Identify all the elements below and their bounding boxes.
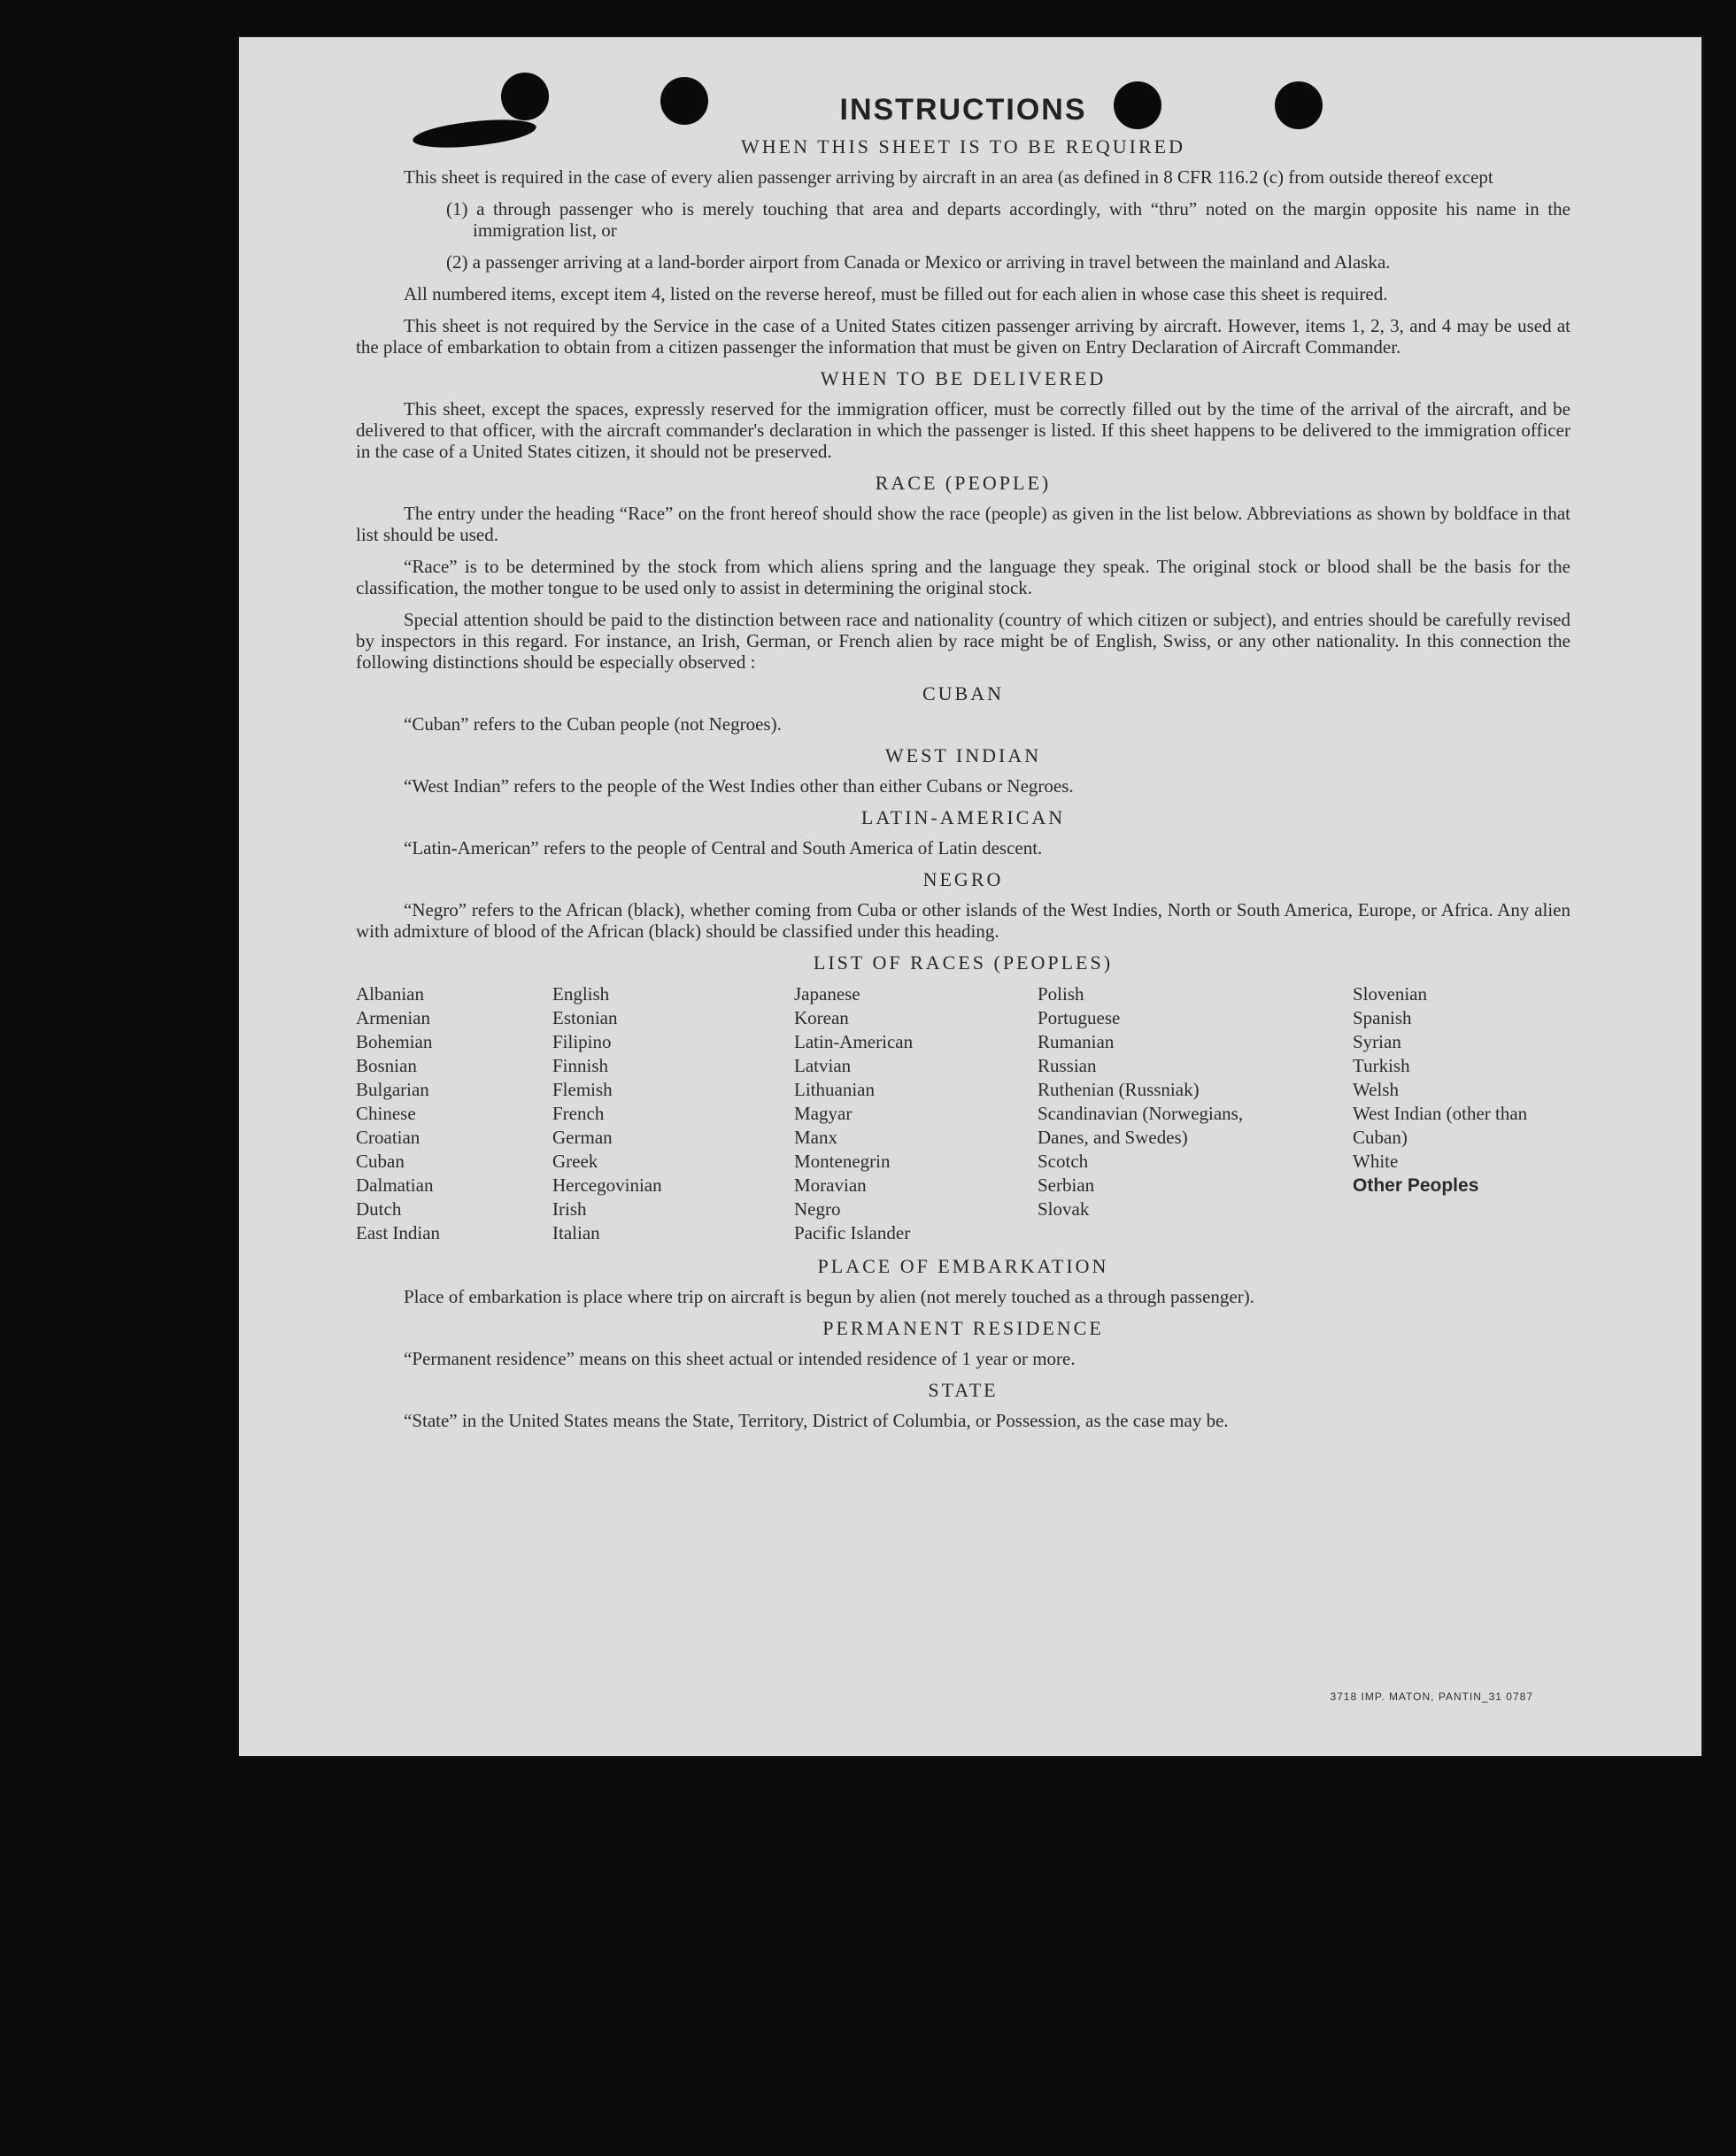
race-entry: Estonian <box>552 1007 618 1028</box>
paragraph: The entry under the heading “Race” on the front hereof should show the race (people) as given in the list below. Abbreviations as shown by boldface in that list should be used. <box>356 503 1570 545</box>
race-entry: Slovenian <box>1353 983 1427 1005</box>
race-entry: Albanian <box>356 983 424 1005</box>
race-entry: Manx <box>794 1127 837 1148</box>
race-entry: Magyar <box>794 1103 853 1124</box>
race-entry: Moravian <box>794 1174 867 1196</box>
document-content <box>356 92 1570 1442</box>
section-heading: PLACE OF EMBARKATION <box>817 1255 1109 1277</box>
race-entry: Pacific Islander <box>794 1222 911 1244</box>
race-entry: Turkish <box>1353 1055 1410 1076</box>
race-column <box>552 982 794 1245</box>
race-entry: Welsh <box>1353 1079 1399 1100</box>
race-entry: Scandinavian (Norwegians, Danes, and Swedes) <box>1038 1103 1244 1148</box>
race-entry: Finnish <box>552 1055 609 1076</box>
race-entry: Other Peoples <box>1353 1175 1479 1196</box>
race-column <box>356 982 552 1245</box>
paragraph: “Latin-American” refers to the people of Central and South America of Latin descent. <box>404 837 1043 859</box>
printer-imprint: 3718 IMP. MATON, PANTIN_31 0787 <box>1330 1690 1533 1703</box>
paragraph: “Negro” refers to the African (black), whether coming from Cuba or other islands of the West Indies, North or South America, Europe, or Africa. Any alien with admixture of blood of the African (black) should be classified under this heading. <box>356 899 1570 942</box>
race-entry: German <box>552 1127 613 1148</box>
race-column <box>1353 982 1570 1245</box>
race-entry: Negro <box>794 1198 841 1220</box>
race-entry: Lithuanian <box>794 1079 875 1100</box>
race-entry: Rumanian <box>1038 1031 1115 1052</box>
paragraph: This sheet is not required by the Service in the case of a United States citizen passenger arriving by aircraft. However, items 1, 2, 3, and 4 may be used at the place of embarkation to obtain from a citizen passenger the information that must be given on Entry Declaration of Aircraft Commander. <box>356 315 1570 358</box>
race-entry: Italian <box>552 1222 600 1244</box>
document-title: INSTRUCTIONS <box>839 93 1087 127</box>
section-heading: WEST INDIAN <box>884 744 1042 766</box>
race-entry: Dalmatian <box>356 1174 434 1196</box>
race-entry: Armenian <box>356 1007 430 1028</box>
race-entry: Korean <box>794 1007 849 1028</box>
race-list <box>356 982 1570 1245</box>
race-entry: Scotch <box>1038 1151 1089 1172</box>
paragraph: “West Indian” refers to the people of the West Indies other than either Cubans or Negroes. <box>404 775 1074 797</box>
race-entry: English <box>552 983 610 1005</box>
race-entry: Bohemian <box>356 1031 433 1052</box>
paragraph: “State” in the United States means the State, Territory, District of Columbia, or Possession, as the case may be. <box>404 1410 1229 1431</box>
race-entry: West Indian (other than Cuban) <box>1353 1103 1528 1148</box>
race-entry: Hercegovinian <box>552 1174 662 1196</box>
paragraph: Place of embarkation is place where trip on aircraft is begun by alien (not merely touched as a through passenger). <box>404 1286 1254 1307</box>
race-entry: Greek <box>552 1151 598 1172</box>
section-heading: LIST OF RACES (PEOPLES) <box>813 951 1114 974</box>
race-entry: Montenegrin <box>794 1151 891 1172</box>
paragraph: “Permanent residence” means on this sheet actual or intended residence of 1 year or more. <box>404 1348 1076 1369</box>
race-entry: Russian <box>1038 1055 1097 1076</box>
race-entry: Bosnian <box>356 1055 417 1076</box>
race-entry: Bulgarian <box>356 1079 429 1100</box>
race-entry: Ruthenian (Russniak) <box>1038 1079 1200 1100</box>
section-heading: WHEN THIS SHEET IS TO BE REQUIRED <box>741 135 1185 158</box>
paragraph: Special attention should be paid to the distinction between race and nationality (country of which citizen or subject), and entries should be carefully revised by inspectors in this regard. For instance, an Irish, German, or French alien by race might be of English, Swiss, or any other nationality. In this connection the following distinctions should be especially observed : <box>356 609 1570 673</box>
section-heading: STATE <box>928 1379 999 1401</box>
race-entry: Portuguese <box>1038 1007 1121 1028</box>
race-entry: Cuban <box>356 1151 405 1172</box>
paragraph: All numbered items, except item 4, listed on the reverse hereof, must be filled out for each alien in whose case this sheet is required. <box>404 283 1388 304</box>
section-heading: PERMANENT RESIDENCE <box>822 1317 1104 1339</box>
race-column <box>794 982 1038 1245</box>
race-entry: Latin-American <box>794 1031 914 1052</box>
race-entry: Latvian <box>794 1055 852 1076</box>
section-heading: CUBAN <box>922 682 1004 705</box>
paragraph: “Cuban” refers to the Cuban people (not Negroes). <box>404 713 782 735</box>
race-entry: Japanese <box>794 983 860 1005</box>
paragraph: “Race” is to be determined by the stock from which aliens spring and the language they speak. The original stock or blood shall be the basis for the classification, the mother tongue to be used only to assist in determining the original stock. <box>356 556 1570 598</box>
race-column <box>1038 982 1353 1245</box>
race-entry: Irish <box>552 1198 587 1220</box>
section-heading: LATIN-AMERICAN <box>860 806 1066 828</box>
list-item: (2) a passenger arriving at a land-border airport from Canada or Mexico or arriving in travel between the mainland and Alaska. <box>446 251 1391 273</box>
race-entry: Spanish <box>1353 1007 1412 1028</box>
race-entry: Serbian <box>1038 1174 1095 1196</box>
race-entry: Croatian <box>356 1127 420 1148</box>
race-entry: White <box>1353 1151 1399 1172</box>
race-entry: Polish <box>1038 983 1084 1005</box>
document-page <box>239 37 1701 1756</box>
race-entry: Flemish <box>552 1079 613 1100</box>
race-entry: Dutch <box>356 1198 402 1220</box>
race-entry: Slovak <box>1038 1198 1090 1220</box>
race-entry: Syrian <box>1353 1031 1401 1052</box>
section-heading: RACE (PEOPLE) <box>875 472 1052 494</box>
race-entry: Chinese <box>356 1103 416 1124</box>
section-heading: NEGRO <box>922 868 1004 890</box>
paragraph: This sheet, except the spaces, expressly reserved for the immigration officer, must be correctly filled out by the time of the arrival of the aircraft, and be delivered to that officer, with the aircraft commander's declaration in which the passenger is listed. If this sheet happens to be delivered to the immigration officer in the case of a United States citizen, it should not be preserved. <box>356 398 1570 462</box>
race-entry: Filipino <box>552 1031 612 1052</box>
paragraph: This sheet is required in the case of every alien passenger arriving by aircraft in an area (as defined in 8 CFR 116.2 (c) from outside thereof except <box>404 166 1493 188</box>
list-item: (1) a through passenger who is merely touching that area and departs accordingly, with “thru” noted on the margin opposite his name in the immigration list, or <box>446 198 1570 241</box>
race-entry: East Indian <box>356 1222 441 1244</box>
section-heading: WHEN TO BE DELIVERED <box>820 367 1107 389</box>
race-entry: French <box>552 1103 605 1124</box>
